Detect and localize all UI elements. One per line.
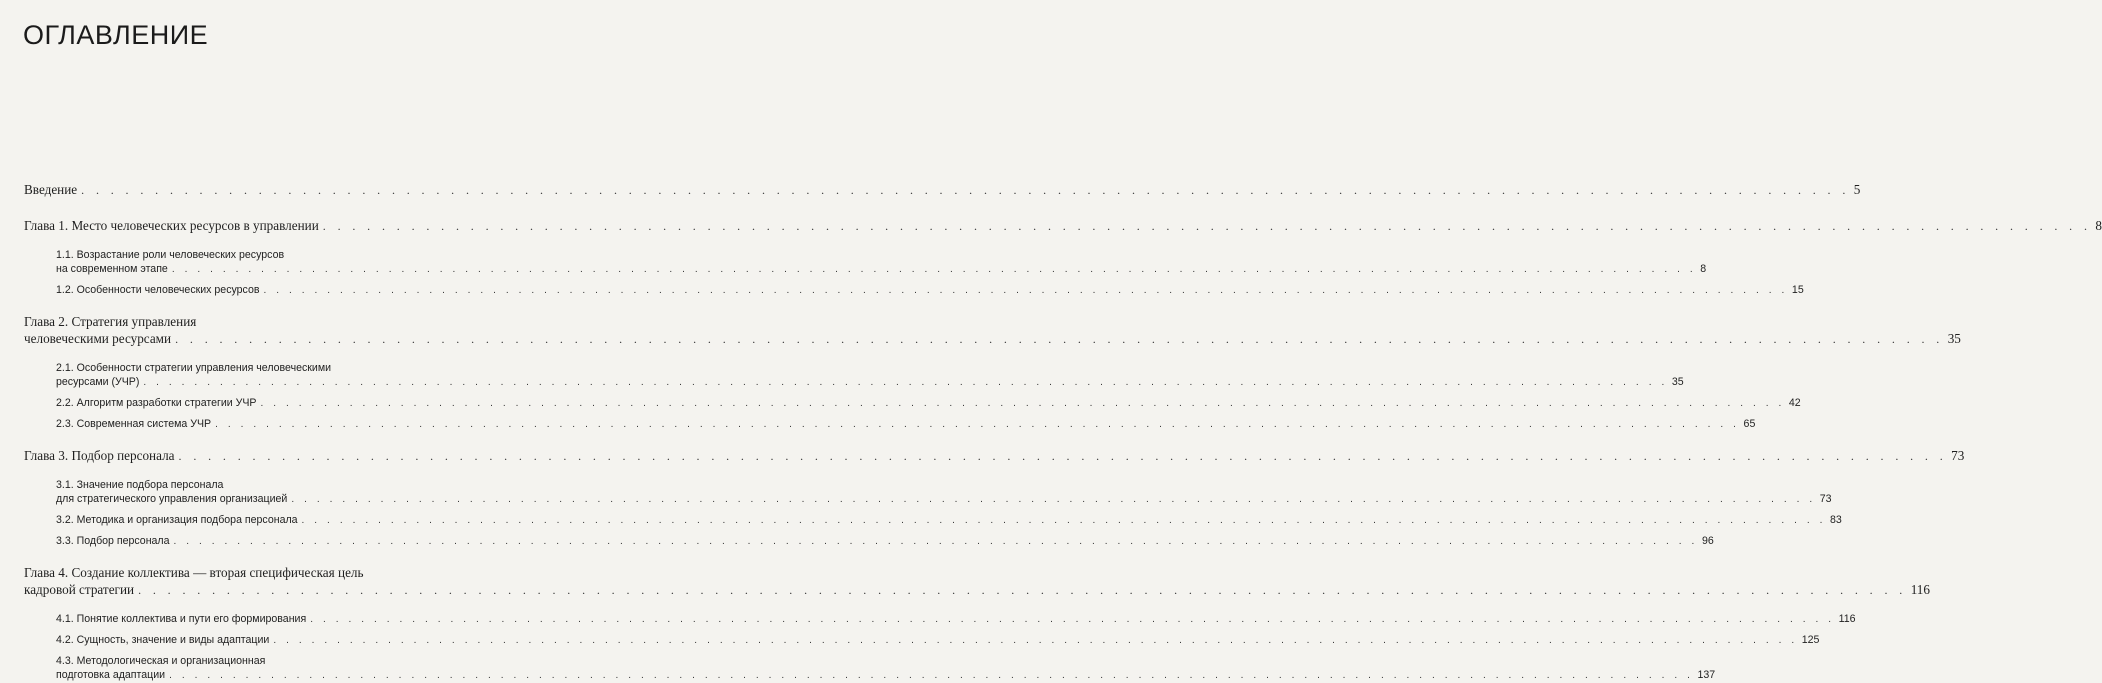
toc-page-number: 65 [1743, 418, 1756, 430]
toc-entry-title: Введение [24, 182, 78, 197]
dot-leader: . . . . . . . . . . . . . . . . . . . . . . . . . . . . . . . . . . . . . . . . . . . . . . . . . . . . . . . . . . . . . . . . . . . . . . . . . . . . . . . . . . . . . . . . . . . . . . . . . . . . . . . . . . . . . . . . . . . . . . . . [143, 377, 1668, 388]
toc-chapter-entry[interactable] [24, 181, 1861, 199]
table-of-contents [24, 181, 2102, 683]
entry-spacer [24, 602, 416, 612]
toc-page-number: 96 [1701, 535, 1714, 547]
toc-section-entry[interactable] [56, 478, 1832, 507]
toc-entry-title: подготовка адаптации [56, 669, 166, 681]
dot-leader: . . . . . . . . . . . . . . . . . . . . . . . . . . . . . . . . . . . . . . . . . . . . . . . . . . . . . . . . . . . . . . . . . . . . . . . . . . . . . . . . . . . . . . . . . . . . . . . . . . . . . . . . . . . . . . . . . . . . . . . . [301, 515, 1826, 526]
entry-spacer [24, 468, 416, 478]
toc-entry-title: 1.1. Возрастание роли человеческих ресурсов [56, 249, 285, 261]
toc-entry-title: для стратегического управления организацией [56, 493, 288, 505]
toc-page-number: 116 [1838, 613, 1856, 625]
toc-section-entry[interactable] [56, 534, 1714, 549]
toc-entry-title: 2.2. Алгоритм разработки стратегии УЧР [56, 397, 257, 409]
toc-chapter-entry[interactable] [24, 217, 2102, 235]
toc-entry-title: человеческими ресурсами [24, 331, 172, 346]
toc-chapter-entry[interactable] [24, 564, 1930, 599]
toc-page-number: 42 [1788, 397, 1801, 409]
dot-leader: . . . . . . . . . . . . . . . . . . . . . . . . . . . . . . . . . . . . . . . . . . . . . . . . . . . . . . . . . . . . . . . . . . . . . . . . . . . . . . . . . . . . . . . . . . . . . . . . . . . . . . . . . . . . . . . . . . . . . . . . [138, 583, 1907, 597]
toc-page-number: 125 [1801, 634, 1820, 646]
toc-section-entry[interactable] [56, 361, 1684, 390]
dot-leader: . . . . . . . . . . . . . . . . . . . . . . . . . . . . . . . . . . . . . . . . . . . . . . . . . . . . . . . . . . . . . . . . . . . . . . . . . . . . . . . . . . . . . . . . . . . . . . . . . . . . . . . . . . . . . . . . . . . . . . . . [322, 219, 2092, 233]
toc-entry-title: 4.1. Понятие коллектива и пути его формирования [56, 613, 307, 625]
entry-spacer [24, 298, 416, 313]
toc-section-entry[interactable] [56, 396, 1801, 411]
toc-page-number: 5 [1853, 182, 1861, 197]
dot-leader: . . . . . . . . . . . . . . . . . . . . . . . . . . . . . . . . . . . . . . . . . . . . . . . . . . . . . . . . . . . . . . . . . . . . . . . . . . . . . . . . . . . . . . . . . . . . . . . . . . . . . . . . . . . . . . . . . . . . . . . . [169, 670, 1694, 681]
toc-section-entry[interactable] [56, 248, 1707, 277]
toc-page-number: 15 [1791, 284, 1804, 296]
entry-spacer [24, 549, 416, 564]
entry-spacer [24, 432, 416, 447]
entry-spacer [24, 202, 416, 217]
toc-page-number: 137 [1697, 669, 1716, 681]
toc-section-entry[interactable] [56, 513, 1842, 528]
toc-section-entry[interactable] [56, 417, 1756, 432]
toc-entry-title: Глава 1. Место человеческих ресурсов в управлении [24, 218, 319, 233]
dot-leader: . . . . . . . . . . . . . . . . . . . . . . . . . . . . . . . . . . . . . . . . . . . . . . . . . . . . . . . . . . . . . . . . . . . . . . . . . . . . . . . . . . . . . . . . . . . . . . . . . . . . . . . . . . . . . . . . . . . . . . . . [263, 285, 1788, 296]
toc-entry-title: Глава 2. Стратегия управления [24, 314, 197, 329]
dot-leader: . . . . . . . . . . . . . . . . . . . . . . . . . . . . . . . . . . . . . . . . . . . . . . . . . . . . . . . . . . . . . . . . . . . . . . . . . . . . . . . . . . . . . . . . . . . . . . . . . . . . . . . . . . . . . . . . . . . . . . . . [215, 419, 1740, 430]
toc-entry-title: 2.3. Современная система УЧР [56, 418, 212, 430]
dot-leader: . . . . . . . . . . . . . . . . . . . . . . . . . . . . . . . . . . . . . . . . . . . . . . . . . . . . . . . . . . . . . . . . . . . . . . . . . . . . . . . . . . . . . . . . . . . . . . . . . . . . . . . . . . . . . . . . . . . . . . . . [171, 264, 1697, 275]
toc-page-number: 116 [1910, 582, 1930, 597]
dot-leader: . . . . . . . . . . . . . . . . . . . . . . . . . . . . . . . . . . . . . . . . . . . . . . . . . . . . . . . . . . . . . . . . . . . . . . . . . . . . . . . . . . . . . . . . . . . . . . . . . . . . . . . . . . . . . . . . . . . . . . . . [178, 449, 1948, 463]
toc-chapter-entry[interactable] [24, 447, 1965, 465]
toc-entry-title: 3.3. Подбор персонала [56, 535, 170, 547]
toc-entry-title: ресурсами (УЧР) [56, 376, 140, 388]
entry-spacer [24, 238, 416, 248]
toc-section-entry[interactable] [56, 654, 1716, 683]
toc-page-number: 73 [1951, 448, 1965, 463]
dot-leader: . . . . . . . . . . . . . . . . . . . . . . . . . . . . . . . . . . . . . . . . . . . . . . . . . . . . . . . . . . . . . . . . . . . . . . . . . . . . . . . . . . . . . . . . . . . . . . . . . . . . . . . . . . . . . . . . . . . . . . . . [291, 494, 1816, 505]
toc-entry-title: 2.1. Особенности стратегии управления человеческими [56, 362, 332, 374]
toc-entry-title: Глава 3. Подбор персонала [24, 448, 175, 463]
toc-entry-title: 4.2. Сущность, значение и виды адаптации [56, 634, 270, 646]
toc-page-number: 35 [1947, 331, 1961, 346]
toc-section-entry[interactable] [56, 283, 1804, 298]
toc-page-number: 73 [1819, 493, 1832, 505]
toc-section-entry[interactable] [56, 633, 1820, 648]
dot-leader: . . . . . . . . . . . . . . . . . . . . . . . . . . . . . . . . . . . . . . . . . . . . . . . . . . . . . . . . . . . . . . . . . . . . . . . . . . . . . . . . . . . . . . . . . . . . . . . . . . . . . . . . . . . . . . . . . . . . . . . . [81, 183, 1850, 197]
toc-entry-title: на современном этапе [56, 263, 168, 275]
toc-page-number: 83 [1829, 514, 1842, 526]
toc-entry-title: кадровой стратегии [24, 582, 135, 597]
dot-leader: . . . . . . . . . . . . . . . . . . . . . . . . . . . . . . . . . . . . . . . . . . . . . . . . . . . . . . . . . . . . . . . . . . . . . . . . . . . . . . . . . . . . . . . . . . . . . . . . . . . . . . . . . . . . . . . . . . . . . . . . [260, 398, 1785, 409]
toc-page-number: 8 [2095, 218, 2102, 233]
dot-leader: . . . . . . . . . . . . . . . . . . . . . . . . . . . . . . . . . . . . . . . . . . . . . . . . . . . . . . . . . . . . . . . . . . . . . . . . . . . . . . . . . . . . . . . . . . . . . . . . . . . . . . . . . . . . . . . . . . . . . . . . [273, 635, 1798, 646]
toc-entry-title: 3.2. Методика и организация подбора персонала [56, 514, 298, 526]
toc-entry-title: 3.1. Значение подбора персонала [56, 479, 224, 491]
page-title: ОГЛАВЛЕНИЕ [23, 20, 209, 50]
toc-entry-title: 1.2. Особенности человеческих ресурсов [56, 284, 260, 296]
toc-chapter-entry[interactable] [24, 313, 1961, 348]
dot-leader: . . . . . . . . . . . . . . . . . . . . . . . . . . . . . . . . . . . . . . . . . . . . . . . . . . . . . . . . . . . . . . . . . . . . . . . . . . . . . . . . . . . . . . . . . . . . . . . . . . . . . . . . . . . . . . . . . . . . . . . . [310, 614, 1835, 625]
dot-leader: . . . . . . . . . . . . . . . . . . . . . . . . . . . . . . . . . . . . . . . . . . . . . . . . . . . . . . . . . . . . . . . . . . . . . . . . . . . . . . . . . . . . . . . . . . . . . . . . . . . . . . . . . . . . . . . . . . . . . . . . [175, 332, 1944, 346]
entry-spacer [24, 351, 416, 361]
toc-page-number: 35 [1671, 376, 1684, 388]
toc-entry-title: Глава 4. Создание коллектива — вторая специфическая цель [24, 565, 364, 580]
dot-leader: . . . . . . . . . . . . . . . . . . . . . . . . . . . . . . . . . . . . . . . . . . . . . . . . . . . . . . . . . . . . . . . . . . . . . . . . . . . . . . . . . . . . . . . . . . . . . . . . . . . . . . . . . . . . . . . . . . . . . . . . [173, 536, 1698, 547]
toc-section-entry[interactable] [56, 612, 1856, 627]
toc-entry-title: 4.3. Методологическая и организационная [56, 655, 266, 667]
toc-page-number: 8 [1700, 263, 1707, 275]
